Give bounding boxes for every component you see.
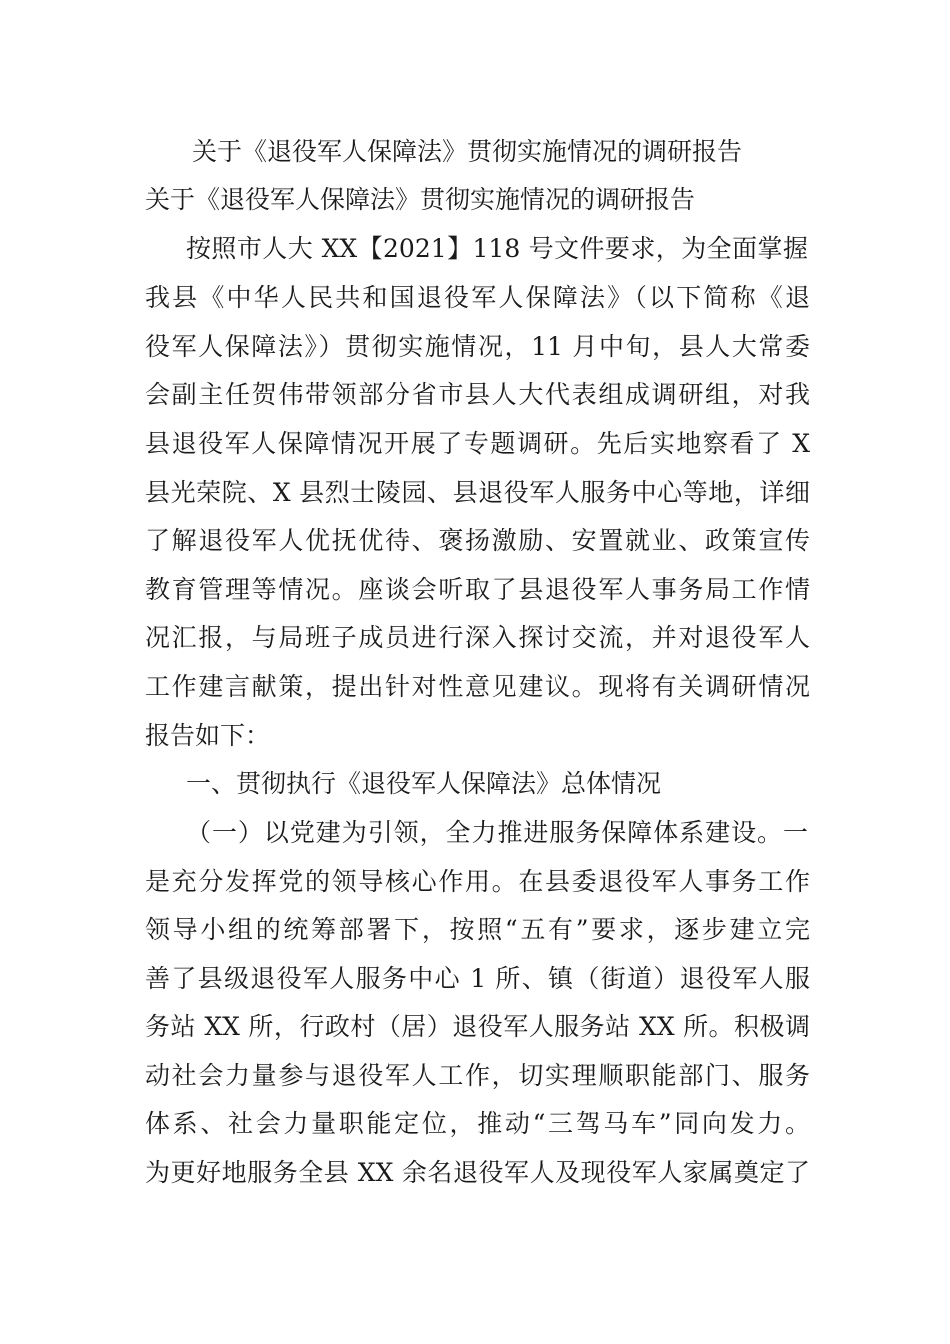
paragraph-line: 体系、社会力量职能定位，推动“三驾马车”同向发力。 [145, 1109, 810, 1138]
paragraph-line: 领导小组的统筹部署下，按照“五有”要求，逐步建立完 [145, 915, 810, 944]
paragraph-line: 会副主任贺伟带领部分省市县人大代表组成调研组，对我 [145, 380, 810, 409]
paragraph-line: 县退役军人保障情况开展了专题调研。先后实地察看了 X [145, 429, 810, 458]
paragraph-line: 我县《中华人民共和国退役军人保障法》（以下简称《退 [145, 283, 810, 312]
paragraph-line: 教育管理等情况。座谈会听取了县退役军人事务局工作情 [145, 575, 810, 604]
paragraph-line: 工作建言献策，提出针对性意见建议。现将有关调研情况 [145, 672, 810, 701]
paragraph-line: 善了县级退役军人服务中心 1 所、镇（街道）退役军人服 [145, 964, 810, 993]
document-subtitle: 关于《退役军人保障法》贯彻实施情况的调研报告 [145, 185, 696, 214]
document-title: 关于《退役军人保障法》贯彻实施情况的调研报告 [192, 137, 743, 166]
paragraph-line: 役军人保障法》）贯彻实施情况，11 月中旬，县人大常委 [145, 332, 810, 361]
paragraph-line: （一）以党建为引领，全力推进服务保障体系建设。一 [186, 818, 808, 847]
paragraph-line: 县光荣院、X 县烈士陵园、县退役军人服务中心等地，详细 [145, 478, 810, 507]
paragraph-line: 报告如下： [145, 721, 271, 750]
section-heading: 一、贯彻执行《退役军人保障法》总体情况 [186, 769, 662, 798]
paragraph-line: 了解退役军人优抚优待、褒扬激励、安置就业、政策宣传 [145, 526, 810, 555]
paragraph-line: 是充分发挥党的领导核心作用。在县委退役军人事务工作 [145, 867, 810, 896]
paragraph-line: 为更好地服务全县 XX 余名退役军人及现役军人家属奠定了 [145, 1158, 810, 1187]
paragraph-line: 按照市人大 XX【2021】118 号文件要求，为全面掌握 [186, 234, 808, 263]
paragraph-line: 况汇报，与局班子成员进行深入探讨交流，并对退役军人 [145, 623, 810, 652]
paragraph-line: 动社会力量参与退役军人工作，切实理顺职能部门、服务 [145, 1061, 810, 1090]
paragraph-line: 务站 XX 所，行政村（居）退役军人服务站 XX 所。积极调 [145, 1012, 810, 1041]
